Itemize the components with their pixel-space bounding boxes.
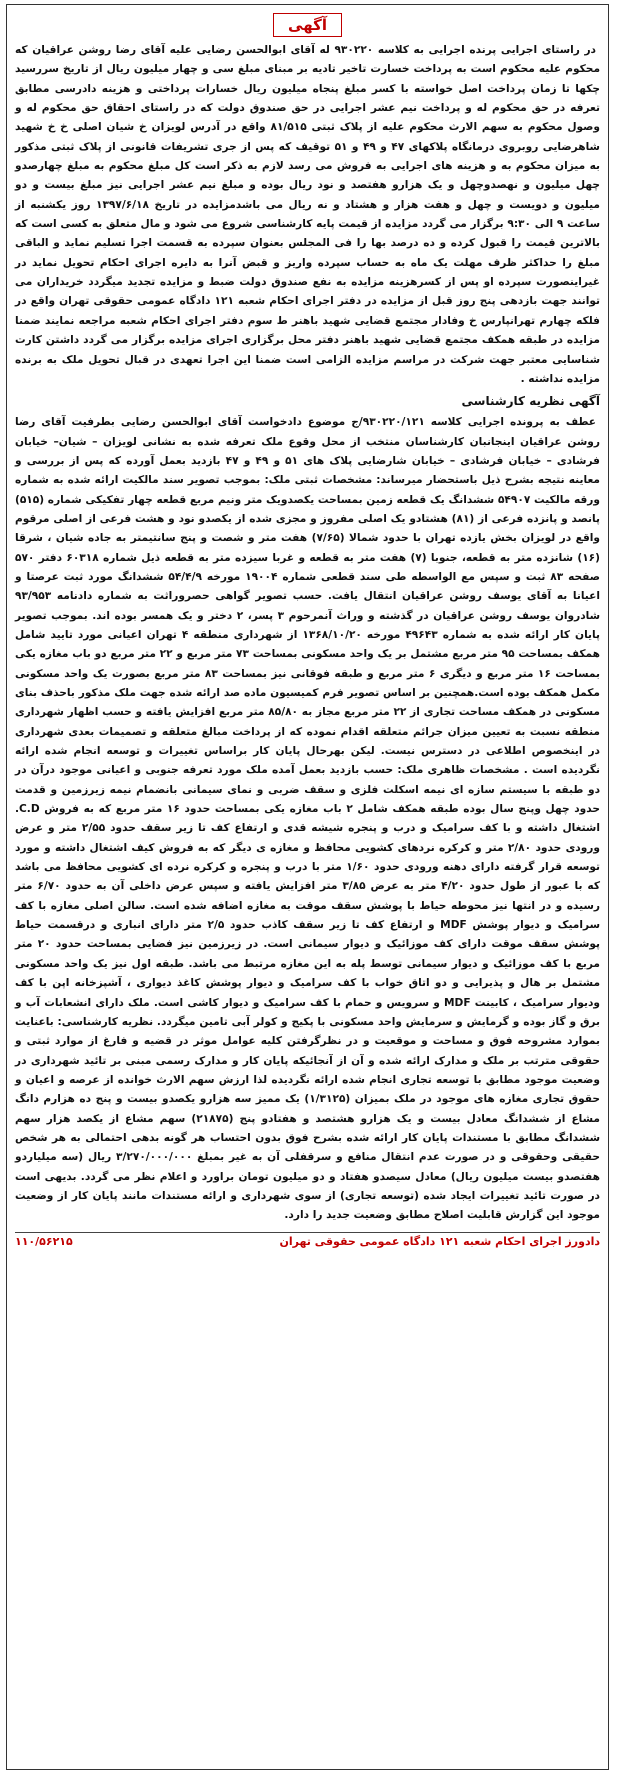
- title-wrap: [15, 13, 600, 37]
- footer: [15, 1232, 600, 1248]
- footer-signature: دادورز اجرای احکام شعبه ۱۲۱ دادگاه عمومی حقوقی تهران: [279, 1234, 600, 1248]
- notice-frame: [6, 4, 609, 1770]
- auction-notice-paragraph: در راستای اجرایی پرنده اجرایی به کلاسه ۹۳۰۲۲۰ له آقای ابوالحسن رضایی علیه آقای رضا روشن عراقیان که محکوم علیه محکوم است به پرداخت خسارت تاخیر تادیه بر مبنای مبلغ سی و چهار میلیون ریال از تاریخ سررسید چکها تا زمان پرداخت اصل خواسته با کسر مبلغ پنجاه میلیون ریال خسارات پرداختی و هزینه دادرسی مطابق تعرفه در حق محکوم له و پرداخت نیم عشر اجرایی در حق صندوق دولت که در راستای احقاق حق محکوم له و وصول محکوم به سهم الارث محکوم علیه از پلاک ثبتی ۸۱/۵۱۵ واقع در آدرس لویزان خ شیان اصلی خ خ شهید شاهرضایی روبروی درمانگاه پلاکهای ۴۷ و ۴۹ و ۵۱ توقیف که پس از جری تشریفات قانونی از پلاک ثبتی مذکور به میزان محکوم به و هزینه های اجرایی به فروش می رسد لازم به ذکر است کل مبلغ محکوم به مبلغ چهارصدو چهل میلیون و نهصدوچهل و یک هزارو هفتصد و نود ریال بوده و مبلغ نیم عشر اجرایی نیز مبلغ بیست و دو میلیون و دویست و چهل و هفت هزار و هشتاد و نه ریال می باشدمزایده در تاریخ ۱۳۹۷/۶/۱۸ روز یکشنبه از ساعت ۹ الی ۹:۳۰ برگزار می گردد مزایده از قیمت پایه کارشناسی شروع می شود و مال متعلق به کسی است که بالاترین قیمت را قبول کرده و ده درصد بها را فی المجلس بعنوان سپرده به قسمت اجرا تسلیم نماید و الباقی مبلغ را حداکثر ظرف مهلت یک ماه به حساب سپرده واریز و قبض آنرا به دایره اجرای احکام تحویل نماید در غیراینصورت سپرده او پس از کسرهزینه مزایده به نفع صندوق دولت ضبط و مزایده تجدید میگردد خریداران می توانند جهت بازدهی پنج روز قبل از مزایده در دفتر اجرای احکام شعبه ۱۲۱ دادگاه عمومی حقوقی تهران واقع در فلکه چهارم تهرانپارس خ وفادار مجتمع قضایی شهید باهنر ط سوم دفتر اجرای احکام شعبه مراجعه نمایند ضمنا مزایده در طبقه همکف مجتمع قضایی شهید باهنر دفتر محل برگزاری اجرای مزایده برگزار می گردد داشتن کارت شناسایی معتبر جهت شرکت در مراسم مزایده الزامی است ضمنا این اجرا تعهدی در قبال تحویل ملک به برنده مزایده نداشته .: [15, 44, 601, 385]
- expert-opinion-paragraph: عطف به پرونده اجرایی کلاسه ۹۳۰۲۲۰/۱۲۱/ج موضوع دادخواست آقای ابوالحسن رضایی بطرفیت آقای رضا روشن عراقیان اینجانبان کارشناسان منتخب از محل وقوع ملک تعرفه شده به نشانی لویزان – شیان– خیابان فرشادی – خیابان فرشادی – خیابان شارضایی پلاک های ۵۱ و ۴۹ و ۴۷ بازدید بعمل آورده که پس از بررسی و معاینه نتیجه بشرح ذیل باستحضار میرساند: مشخصات ثبتی ملک: بموجب تصویر سند مالکیت ارائه شده به شماره ورقه مالکیت ۵۴۹۰۷ ششدانگ یک قطعه زمین بمساحت یکصدویک متر ونیم مربع قطعه چهار تفکیکی شماره (۵۱۵) پانصد و پانزده فرعی از (۸۱) هشتادو یک اصلی مفروز و مجزی شده از یکصدو نود و هشت فرعی از اصلی مرقوم واقع در لویزان بخش یازده تهران با حدود شمالا (۷/۶۵) هفت متر و شصت و پنج سانتیمتر به جاده شیان ، شرقا (۱۶) شانزده متر به قطعه، جنوبا (۷) هفت متر به قطعه و غربا سیزده متر به قطعه ذیل شماره ۶۰۳۱۸ دفتر ۵۷۰ صفحه ۸۳ ثبت و سپس مع الواسطه طی سند قطعی شماره ۱۹۰۰۴ مورخه ۵۴/۴/۹ ششدانگ مورد ثبت عرصتا و اعیانا به آقای یوسف روشن عراقیان انتقال یافت. حسب تصویر گواهی حصروراثت به شماره دادنامه ۹۳/۹۵۳ شادروان یوسف روشن عراقیان در گذشته و وراث آنمرحوم ۳ پسر، ۲ دختر و یک همسر بوده اند. بموجب تصویر پایان کار ارائه شده به شماره ۴۹۶۴۳ مورخه ۱۳۶۸/۱۰/۲۰ از شهرداری منطقه ۴ تهران اعیانی مورد تایید شامل همکف بمساحت ۹۵ متر مربع مشتمل بر یک واحد مسکونی بمساحت ۷۳ متر مربع و ۲۲ متر مربع دو باب مغازه یکی بمساحت ۱۶ متر مربع و دیگری ۶ متر مربع و طبقه فوقانی نیز بمساحت ۸۳ متر مربع بصورت یک واحد مسکونی مکمل همکف بوده است.همچنین بر اساس تصویر فرم کمیسیون ماده صد ارائه شده جهت ملک مذکور باحذف بنای مسکونی در همکف مساحت تجاری از ۲۲ متر مربع مجاز به ۸۵/۸۰ متر مربع افزایش یافته و حسب اظهار شهرداری منطقه نسبت به تعیین میزان جرائم متعلقه اقدام نموده که از پرداخت مبالغ متعلقه و تصمیمات بعدی شهرداری در اینخصوص اطلاعی در دسترس نیست. لیکن بهرحال پایان کار براساس تغییرات و توسعه انجام شده ارائه نگردیده است . مشخصات ظاهری ملک: حسب بازدید بعمل آمده ملک مورد تعرفه جنوبی و اعیانی موجود درآن در دو طبقه با سیستم سازه ای نیمه اسکلت فلزی و سقف ضربی و نمای سیمانی بانضمام نیمه زیرزمین و قدمت حدود چهل وپنج سال بوده طبقه همکف شامل ۲ باب مغازه یکی بمساحت حدود ۱۶ متر مربع که به فروش C.D. اشتغال داشته و با کف سرامیک و درب و پنجره شیشه قدی و ارتفاع کف تا زیر سقف حدود ۲/۵۵ متر و عرض ورودی حدود ۲/۸۰ متر و کرکره نردهای کشویی محافظ و مغازه ی دیگر که به فروش کیف اشتغال داشته و مورد توسعه قرار گرفته دارای دهنه ورودی حدود ۱/۶۰ متر با درب و پنجره و کرکره نرده ای کشویی محافظ می باشد که با عبور از طول حدود ۴/۲۰ متر به عرض ۳/۸۵ متر افزایش یافته و سپس عرض داخلی آن به حدود ۶/۷۰ متر رسیده و در انتها نیز محوطه حیاط با پوشش سقف موقت به مغازه اضافه شده است. سالن اصلی مغازه با کف سرامیک و دیوار پوشش MDF و ارتفاع کف تا زیر سقف کاذب حدود ۲/۵ متر دارای انباری و درقسمت حیاط پوشش سقف موقت دارای کف موزائیک و دیوار سیمانی است. در زیرزمین نیز فضایی بمساحت حدود ۲۰ متر مربع با کف موزائیک و دیوار سیمانی توسط پله به این مغازه مرتبط می باشد. طبقه اول نیز یک واحد مسکونی مشتمل بر هال و پذیرایی و دو اتاق خواب با کف سرامیک و دیوار پوشش کاغذ دیواری ، آشپزخانه اپن با کف ودیوار سرامیک ، کابینت MDF و سرویس و حمام با کف سرامیک و دیوار کاشی است. ملک دارای انشعابات آب و برق و گاز بوده و گرمایش و سرمایش واحد مسکونی با پکیج و کولر آبی تامین میگردد. نظریه کارشناسی: باعنایت بموارد مشروحه فوق و مساحت و موقعیت و در نظرگرفتن کلیه عوامل موثر در قضیه و فارغ از موارد ثبتی و حقوقی مترتب بر ملک و مدارک ارائه شده و آن از آنجائیکه پایان کار و مدارک رسمی مبنی بر تائید شهرداری در وضعیت موجود مطابق با توسعه تجاری انجام شده ارائه نگردیده لذا ارزش سهم الارث خوانده از عرصه و اعیان و حقوق تجاری مغازه های موجود در ملک بمیزان (۱/۳۱۲۵) یک ممیز سه هزارو یکصدو بیست و پنج ده هزارم دانگ مشاع از ششدانگ معادل بیست و یک هزارو هشتصد و هفتادو پنج (۲۱۸۷۵) سهم مشاع از یکصد هزار سهم ششدانگ مطابق با مستندات پایان کار ارائه شده بشرح فوق بدون احتساب هر گونه بدهی احتمالی به هر شخص حقیقی وحقوقی و در صورت عدم انتقال منافع و سرقفلی آن به غیر بمبلغ ۳/۲۷۰/۰۰۰/۰۰۰ ریال (سه میلیاردو هفتصدو بیست میلیون ریال) معادل سیصدو هفتاد و دو میلیون تومان براورد و اعلام نظر می گردد. بدیهی است در صورت تائید تغییرات ایجاد شده (توسعه تجاری) از سوی شهرداری و ارائه مستندات مانند پایان کار از وضعیت موجود این گزارش قابلیت اصلاح مطابق وضعیت جدید را دارد.: [15, 416, 601, 1222]
- footer-code: ۱۱۰/۵۶۲۱۵: [15, 1234, 73, 1248]
- notice-title: آگهی: [273, 13, 342, 37]
- expert-opinion-heading: آگهی نظریه کارشناسی: [461, 394, 600, 409]
